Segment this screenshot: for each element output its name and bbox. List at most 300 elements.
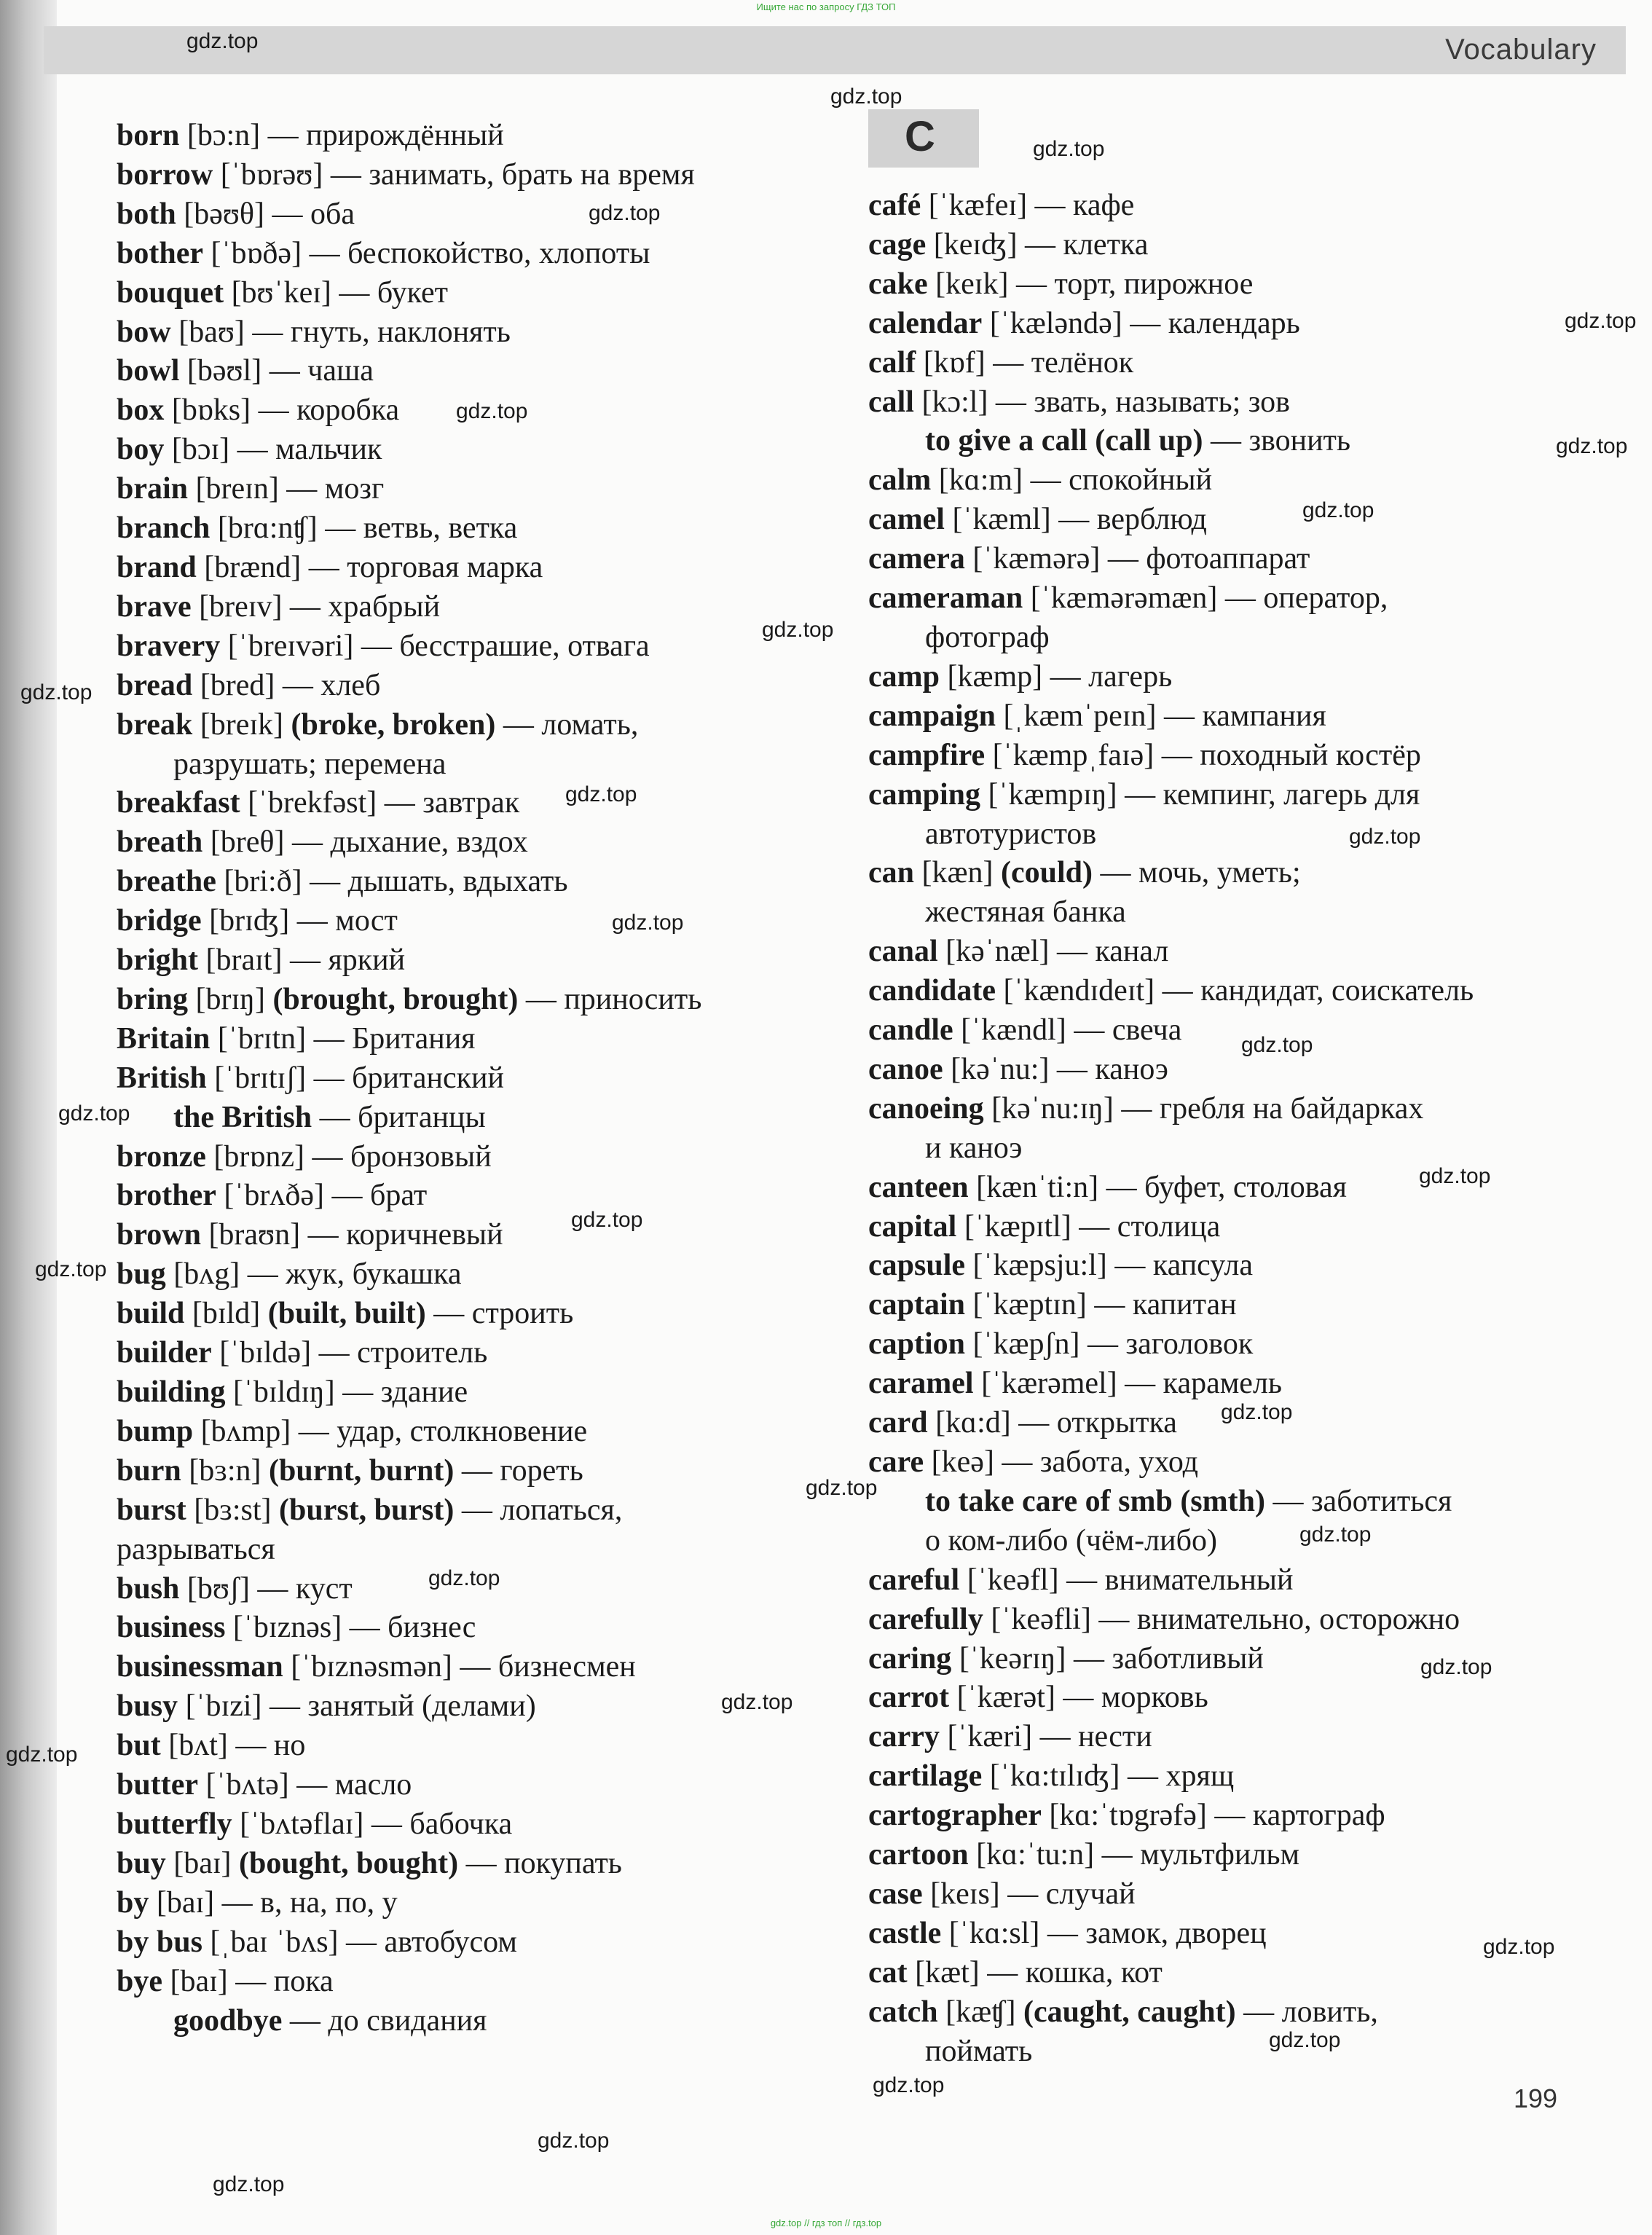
watermark: gdz.top xyxy=(1302,498,1374,522)
dictionary-entry xyxy=(117,1884,772,1923)
dictionary-entry xyxy=(868,1364,1597,1404)
headword: cartoon xyxy=(868,1838,969,1872)
verb-forms: (caught, caught) xyxy=(1023,1995,1236,2029)
dictionary-entry xyxy=(868,697,1597,737)
entry-text: [bʌt] — но xyxy=(160,1729,306,1763)
entry-text: [kɑ:m] — спокойный xyxy=(931,463,1213,498)
dictionary-entry xyxy=(868,540,1597,579)
entry-text: [breθ] — дыхание, вздох xyxy=(202,825,528,860)
dictionary-entry xyxy=(117,1255,772,1295)
headword: bush xyxy=(117,1571,180,1606)
watermark: gdz.top xyxy=(35,1257,107,1281)
headword: candle xyxy=(868,1013,953,1048)
headword: burst xyxy=(117,1493,186,1527)
dictionary-entry xyxy=(868,815,1597,855)
entry-text: [bɔɪ] — мальчик xyxy=(164,433,382,467)
entry-text: [bʌg] — жук, букашка xyxy=(165,1257,462,1292)
entry-text: о ком-либо (чём-либо) xyxy=(925,1523,1217,1558)
entry-text: [kəˈnu:] — каноэ xyxy=(943,1052,1168,1086)
dictionary-entry xyxy=(117,941,772,981)
entry-text: [ˈbreɪvəri] — бесстрашие, отвага xyxy=(220,629,650,663)
dictionary-entry xyxy=(117,1452,772,1491)
entry-text: [ˈkæpsju:l] — капсула xyxy=(965,1249,1254,1283)
entry-text: [ˈkærəmel] — карамель xyxy=(973,1367,1283,1401)
dictionary-entry xyxy=(117,195,772,235)
entry-translation: — лопаться, xyxy=(454,1493,623,1527)
entry-text: [ˈbʌtə] — масло xyxy=(197,1768,412,1802)
entry-text: [ˈkændl] — свеча xyxy=(953,1013,1182,1048)
headword: campaign xyxy=(868,699,996,733)
headword: breathe xyxy=(117,865,216,899)
dictionary-entry xyxy=(117,1531,772,1570)
entry-text: [ˈkæfeɪ] — кафе xyxy=(921,189,1135,222)
headword: capsule xyxy=(868,1249,966,1283)
dictionary-entry xyxy=(117,1373,772,1413)
dictionary-entry xyxy=(117,431,772,470)
dictionary-entry xyxy=(117,2002,772,2041)
entry-translation: — ломать, xyxy=(495,707,639,742)
headword: care xyxy=(868,1445,924,1479)
section-letter xyxy=(868,109,979,168)
dictionary-entry xyxy=(117,1059,772,1099)
entry-text: [baɪ] — в, на, по, у xyxy=(149,1885,398,1920)
entry-text: [breɪk] xyxy=(192,707,291,742)
watermark: gdz.top xyxy=(1349,825,1421,849)
watermark: gdz.top xyxy=(538,2129,610,2153)
dictionary-entry xyxy=(117,627,772,667)
dictionary-entry xyxy=(117,1020,772,1059)
dictionary-entry xyxy=(868,1678,1597,1718)
entry-text: [ˈkæml] — верблюд xyxy=(944,503,1207,537)
dictionary-entry xyxy=(868,1325,1597,1364)
dictionary-entry xyxy=(117,235,772,274)
watermark: gdz.top xyxy=(1483,1935,1555,1959)
headword: caramel xyxy=(868,1367,974,1401)
entry-text: [kæmp] — лагерь xyxy=(940,659,1173,694)
dictionary-entry xyxy=(117,156,772,195)
headword: to take care of smb (smth) xyxy=(925,1484,1265,1518)
dictionary-entry xyxy=(117,1491,772,1531)
entry-text: разрываться xyxy=(117,1532,275,1566)
verb-forms: (brought, brought) xyxy=(272,982,519,1016)
verb-forms: (built, built) xyxy=(267,1297,426,1331)
headword: careful xyxy=(868,1563,960,1597)
headword: British xyxy=(117,1061,207,1095)
dictionary-entry xyxy=(868,776,1597,815)
watermark: gdz.top xyxy=(1556,434,1628,458)
watermark: gdz.top xyxy=(571,1208,643,1232)
entry-translation: — ловить, xyxy=(1235,1995,1378,2029)
entry-text: — звонить xyxy=(1203,424,1351,458)
dictionary-entry xyxy=(117,470,772,509)
headword: bread xyxy=(117,668,193,702)
headword: calendar xyxy=(868,306,983,340)
dictionary-entry xyxy=(117,549,772,588)
headword: Britain xyxy=(117,1021,211,1056)
watermark: gdz.top xyxy=(6,1743,78,1767)
watermark: gdz.top xyxy=(428,1566,500,1590)
entry-text: [kɑ:ˈtu:n] — мультфильм xyxy=(968,1838,1300,1872)
entry-text: разрушать; перемена xyxy=(173,747,447,781)
headword: buy xyxy=(117,1846,166,1880)
entry-text: [brɑ:nʧ] — ветвь, ветка xyxy=(210,511,518,546)
dictionary-entry xyxy=(868,265,1597,305)
entry-text: [ˈkeəfli] — внимательно, осторожно xyxy=(983,1602,1460,1636)
dictionary-entry xyxy=(868,737,1597,776)
headword: camp xyxy=(868,659,940,694)
entry-text: [bri:ð] — дышать, вдыхать xyxy=(216,865,568,899)
dictionary-entry xyxy=(117,1805,772,1845)
entry-text: [ˈkæpʃn] — заголовок xyxy=(965,1327,1254,1362)
headword: business xyxy=(117,1611,226,1645)
dictionary-entry xyxy=(117,745,772,785)
dictionary-entry xyxy=(117,509,772,549)
headword: box xyxy=(117,393,165,428)
headword: brave xyxy=(117,589,192,624)
dictionary-entry xyxy=(117,784,772,823)
entry-translation: — покупать xyxy=(458,1846,622,1880)
dictionary-entry xyxy=(117,352,772,391)
entry-text: поймать xyxy=(925,2034,1033,2068)
section-letter-label: C xyxy=(905,113,935,160)
entry-text: [keɪs] — случай xyxy=(922,1877,1136,1911)
entry-text: [ˈkæmərəmæn] — оператор, xyxy=(1023,581,1388,616)
headword: breath xyxy=(117,825,203,860)
entry-translation: — приносить xyxy=(518,982,702,1016)
headword: café xyxy=(868,189,921,222)
headword: bow xyxy=(117,315,171,349)
entry-text: — до свидания xyxy=(282,2003,487,2038)
entry-text: [breɪv] — храбрый xyxy=(191,589,441,624)
entry-text: [bɪld] xyxy=(184,1297,268,1331)
entry-text: фотограф xyxy=(925,620,1050,654)
headword: brand xyxy=(117,550,197,584)
entry-text: [ˈbrɪtn] — Британия xyxy=(210,1021,476,1056)
entry-text: [ˈbrekfəst] — завтрак xyxy=(240,786,520,820)
headword: camera xyxy=(868,542,965,576)
dictionary-entry xyxy=(868,2032,1597,2072)
headword: captain xyxy=(868,1288,966,1322)
headword: bye xyxy=(117,1964,162,1998)
headword: canal xyxy=(868,935,938,969)
headword: bright xyxy=(117,943,199,978)
entry-text: [keə] — забота, уход xyxy=(924,1445,1199,1479)
entry-text: [ˈkæpɪtl] — столица xyxy=(956,1209,1221,1244)
headword: cake xyxy=(868,267,928,301)
headword: canteen xyxy=(868,1170,969,1204)
watermark: gdz.top xyxy=(1241,1033,1313,1057)
entry-text: [ˈbɪznəsmən] — бизнесмен xyxy=(283,1650,636,1684)
headword: bump xyxy=(117,1414,194,1448)
dictionary-entry xyxy=(117,823,772,863)
verb-forms: (bought, bought) xyxy=(239,1846,459,1880)
dictionary-entry xyxy=(868,1796,1597,1836)
headword: building xyxy=(117,1375,226,1409)
top-note: Ищите нас по запросу ГДЗ ТОП xyxy=(756,1,896,12)
headword: bravery xyxy=(117,629,221,663)
headword: bouquet xyxy=(117,275,224,310)
watermark: gdz.top xyxy=(1565,309,1637,333)
entry-text: [breɪn] — мозг xyxy=(188,472,385,506)
headword: the British xyxy=(173,1100,312,1134)
dictionary-entry xyxy=(868,1482,1597,1522)
entry-text: [keɪk] — торт, пирожное xyxy=(927,267,1254,301)
verb-forms: (broke, broken) xyxy=(291,707,496,742)
watermark: gdz.top xyxy=(873,2073,945,2097)
headword: capital xyxy=(868,1209,957,1244)
dictionary-entry xyxy=(117,1334,772,1373)
dictionary-entry xyxy=(868,1600,1597,1640)
entry-text: [baɪ] xyxy=(165,1846,240,1880)
watermark: gdz.top xyxy=(456,399,528,423)
dictionary-entry xyxy=(868,1757,1597,1796)
verb-forms: (burnt, burnt) xyxy=(269,1453,455,1488)
book-spine-shadow xyxy=(0,0,57,2235)
headword: goodbye xyxy=(173,2003,283,2038)
headword: canoeing xyxy=(868,1091,984,1126)
headword: by bus xyxy=(117,1925,202,1959)
headword: bug xyxy=(117,1257,166,1292)
headword: card xyxy=(868,1406,928,1440)
dictionary-entry xyxy=(868,422,1597,461)
headword: brain xyxy=(117,472,189,506)
entry-text: [ˈkɑ:tɪlɪʤ] — хрящ xyxy=(982,1759,1235,1794)
headword: can xyxy=(868,856,914,890)
entry-text: [kəˈnu:ɪŋ] — гребля на байдарках xyxy=(983,1091,1424,1126)
headword: born xyxy=(117,119,180,152)
headword: both xyxy=(117,197,176,231)
verb-forms: (burst, burst) xyxy=(279,1493,455,1527)
dictionary-entry xyxy=(868,226,1597,265)
entry-text: [kæn] xyxy=(914,856,1001,890)
watermark: gdz.top xyxy=(58,1101,130,1126)
dictionary-entry xyxy=(117,667,772,706)
dictionary-entry xyxy=(868,893,1597,932)
entry-text: [ˈkærət] — морковь xyxy=(949,1681,1208,1715)
entry-text: [ˈbɒrəʊ] — занимать, брать на время xyxy=(213,157,695,192)
watermark: gdz.top xyxy=(1420,1655,1492,1679)
entry-text: и каноэ xyxy=(925,1131,1023,1165)
entry-text: [bʊʃ] — куст xyxy=(179,1571,353,1606)
dictionary-entry xyxy=(868,186,1597,226)
entry-text: [brænd] — торговая марка xyxy=(196,550,543,584)
entry-text: [kɔ:l] — звать, называть; зов xyxy=(913,385,1290,419)
dictionary-entry xyxy=(117,1099,772,1138)
entry-text: [ˈbrʌðə] — брат xyxy=(216,1179,428,1213)
dictionary-entry xyxy=(117,1609,772,1648)
dictionary-entry xyxy=(117,1413,772,1452)
headword: to give a call (call up) xyxy=(925,424,1203,458)
headword: call xyxy=(868,385,914,419)
entry-translation: — гореть xyxy=(454,1453,583,1488)
watermark: gdz.top xyxy=(589,201,661,225)
entry-text: [ˈkeəfl] — внимательный xyxy=(959,1563,1294,1597)
dictionary-entry xyxy=(117,1216,772,1255)
dictionary-entry xyxy=(117,391,772,431)
entry-text: автотуристов xyxy=(925,817,1097,851)
entry-text: [bɔ:n] — прирождённый xyxy=(179,119,504,152)
dictionary-entry xyxy=(868,500,1597,540)
entry-text: [ˈkændɪdeɪt] — кандидат, соискатель xyxy=(996,974,1474,1008)
entry-text: [ˈbɪzi] — занятый (делами) xyxy=(178,1689,536,1724)
entry-text: [kæʧ] xyxy=(937,1995,1023,2029)
entry-text: [bɜ:st] xyxy=(186,1493,279,1527)
entry-text: [ˈbɪldɪŋ] — здание xyxy=(225,1375,468,1409)
watermark: gdz.top xyxy=(612,911,684,935)
headword: camel xyxy=(868,503,945,537)
watermark: gdz.top xyxy=(20,680,93,704)
dictionary-entry xyxy=(868,1208,1597,1247)
entry-text: [ˈkeərɪŋ] — заботливый xyxy=(951,1641,1264,1676)
headword: builder xyxy=(117,1336,212,1370)
headword: calm xyxy=(868,463,932,498)
dictionary-entry xyxy=(117,1963,772,2002)
dictionary-entry xyxy=(868,461,1597,500)
headword: branch xyxy=(117,511,211,546)
watermark: gdz.top xyxy=(565,782,637,806)
dictionary-entry xyxy=(868,383,1597,423)
entry-translation: — строить xyxy=(425,1297,574,1331)
headword: but xyxy=(117,1729,161,1763)
entry-text: [ˌkæmˈpeɪn] — кампания xyxy=(996,699,1326,733)
watermark: gdz.top xyxy=(186,29,259,53)
watermark: gdz.top xyxy=(1269,2028,1341,2052)
headword: busy xyxy=(117,1689,178,1724)
headword: cartilage xyxy=(868,1759,983,1794)
dictionary-entry xyxy=(868,932,1597,972)
headword: butterfly xyxy=(117,1807,232,1841)
page-number: 199 xyxy=(1514,2083,1558,2113)
headword: calf xyxy=(868,345,916,380)
dictionary-entry xyxy=(868,1011,1597,1050)
headword: carry xyxy=(868,1720,940,1754)
entry-text: [ˈbɒðə] — беспокойство, хлопоты xyxy=(203,236,650,270)
entry-text: [bəʊl] — чаша xyxy=(179,354,374,388)
entry-text: [ˈkæmpˌfaɪə] — походный костёр xyxy=(985,738,1421,772)
headword: break xyxy=(117,707,193,742)
entry-text: [ˈkæptɪn] — капитан xyxy=(965,1288,1237,1322)
dictionary-entry xyxy=(868,1561,1597,1600)
entry-text: [ˈkɑ:sl] — замок, дворец xyxy=(941,1916,1267,1950)
entry-text: [kæt] — кошка, кот xyxy=(907,1955,1163,1989)
dictionary-entry xyxy=(868,579,1597,618)
dictionary-entry xyxy=(868,344,1597,383)
dictionary-entry xyxy=(117,1295,772,1334)
headword: cartographer xyxy=(868,1799,1042,1833)
dictionary-entry xyxy=(117,1648,772,1687)
headword: catch xyxy=(868,1995,938,2029)
entry-text: [ˌbaɪ ˈbʌs] — автобусом xyxy=(202,1925,517,1959)
entry-text: [ˈbrɪtɪʃ] — британский xyxy=(206,1061,504,1095)
dictionary-entry xyxy=(868,1050,1597,1090)
entry-translation: — мочь, уметь; xyxy=(1093,856,1301,890)
left-column xyxy=(117,117,772,2040)
dictionary-entry xyxy=(117,706,772,745)
right-column xyxy=(868,186,1597,2072)
entry-text: [brɒnz] — бронзовый xyxy=(205,1139,492,1174)
entry-text: [kɑ:ˈtɒgrəfə] — картограф xyxy=(1041,1799,1385,1833)
watermark: gdz.top xyxy=(721,1690,793,1714)
headword: brother xyxy=(117,1179,216,1213)
entry-text: [brɪŋ] xyxy=(188,982,273,1016)
headword: camping xyxy=(868,777,981,812)
verb-forms: (could) xyxy=(1001,856,1093,890)
entry-text: [baɪ] — пока xyxy=(162,1964,334,1998)
dictionary-entry xyxy=(868,1286,1597,1325)
dictionary-entry xyxy=(117,863,772,902)
headword: businessman xyxy=(117,1650,283,1684)
headword: cat xyxy=(868,1955,908,1989)
entry-text: жестяная банка xyxy=(925,895,1126,930)
entry-text: [bɒks] — коробка xyxy=(164,393,400,428)
headword: cameraman xyxy=(868,581,1023,616)
dictionary-entry xyxy=(868,972,1597,1011)
entry-text: [braɪt] — яркий xyxy=(198,943,406,978)
dictionary-entry xyxy=(868,1522,1597,1561)
headword: bother xyxy=(117,236,203,270)
headword: canoe xyxy=(868,1052,943,1086)
dictionary-entry xyxy=(868,618,1597,658)
entry-text: [ˈkæləndə] — календарь xyxy=(982,306,1300,340)
entry-text: [ˈbɪznəs] — бизнес xyxy=(225,1611,476,1645)
dictionary-entry xyxy=(117,981,772,1020)
entry-text: [bɜ:n] xyxy=(181,1453,269,1488)
dictionary-entry xyxy=(868,658,1597,697)
page-title: Vocabulary xyxy=(1445,34,1597,66)
entry-text: [brɪʤ] — мост xyxy=(201,904,398,938)
entry-text: [bred] — хлеб xyxy=(192,668,381,702)
headword: bowl xyxy=(117,354,180,388)
dictionary-entry xyxy=(868,854,1597,893)
dictionary-entry xyxy=(868,1718,1597,1757)
dictionary-entry xyxy=(117,313,772,353)
dictionary-entry xyxy=(117,1138,772,1177)
headword: bronze xyxy=(117,1139,206,1174)
dictionary-entry xyxy=(117,1845,772,1884)
watermark: gdz.top xyxy=(762,618,834,642)
headword: brown xyxy=(117,1218,201,1252)
entry-text: [ˈbɪldə] — строитель xyxy=(211,1336,488,1370)
entry-text: [bəʊθ] — оба xyxy=(176,197,355,231)
headword: carefully xyxy=(868,1602,983,1636)
headword: by xyxy=(117,1885,149,1920)
entry-text: [kænˈti:n] — буфет, столовая xyxy=(968,1170,1347,1204)
headword: borrow xyxy=(117,157,213,192)
entry-text: [ˈkæmərə] — фотоаппарат xyxy=(964,542,1310,576)
entry-text: [kɑ:d] — открытка xyxy=(927,1406,1177,1440)
dictionary-entry xyxy=(868,1443,1597,1482)
headword: caring xyxy=(868,1641,952,1676)
headword: case xyxy=(868,1877,923,1911)
headword: bridge xyxy=(117,904,202,938)
entry-text: [kəˈnæl] — канал xyxy=(937,935,1169,969)
entry-text: [keɪʤ] — клетка xyxy=(926,227,1149,262)
dictionary-entry xyxy=(868,1993,1597,2032)
dictionary-entry xyxy=(117,1687,772,1727)
headword: campfire xyxy=(868,738,986,772)
headword: burn xyxy=(117,1453,181,1488)
headword: castle xyxy=(868,1916,942,1950)
dictionary-entry xyxy=(868,1875,1597,1914)
headword: bring xyxy=(117,982,189,1016)
entry-text: [bʊˈkeɪ] — букет xyxy=(224,275,449,310)
header-band xyxy=(44,26,1626,74)
entry-text: — британцы xyxy=(312,1100,486,1134)
headword: cage xyxy=(868,227,927,262)
headword: build xyxy=(117,1297,185,1331)
watermark: gdz.top xyxy=(1419,1164,1491,1188)
dictionary-entry xyxy=(117,1923,772,1963)
